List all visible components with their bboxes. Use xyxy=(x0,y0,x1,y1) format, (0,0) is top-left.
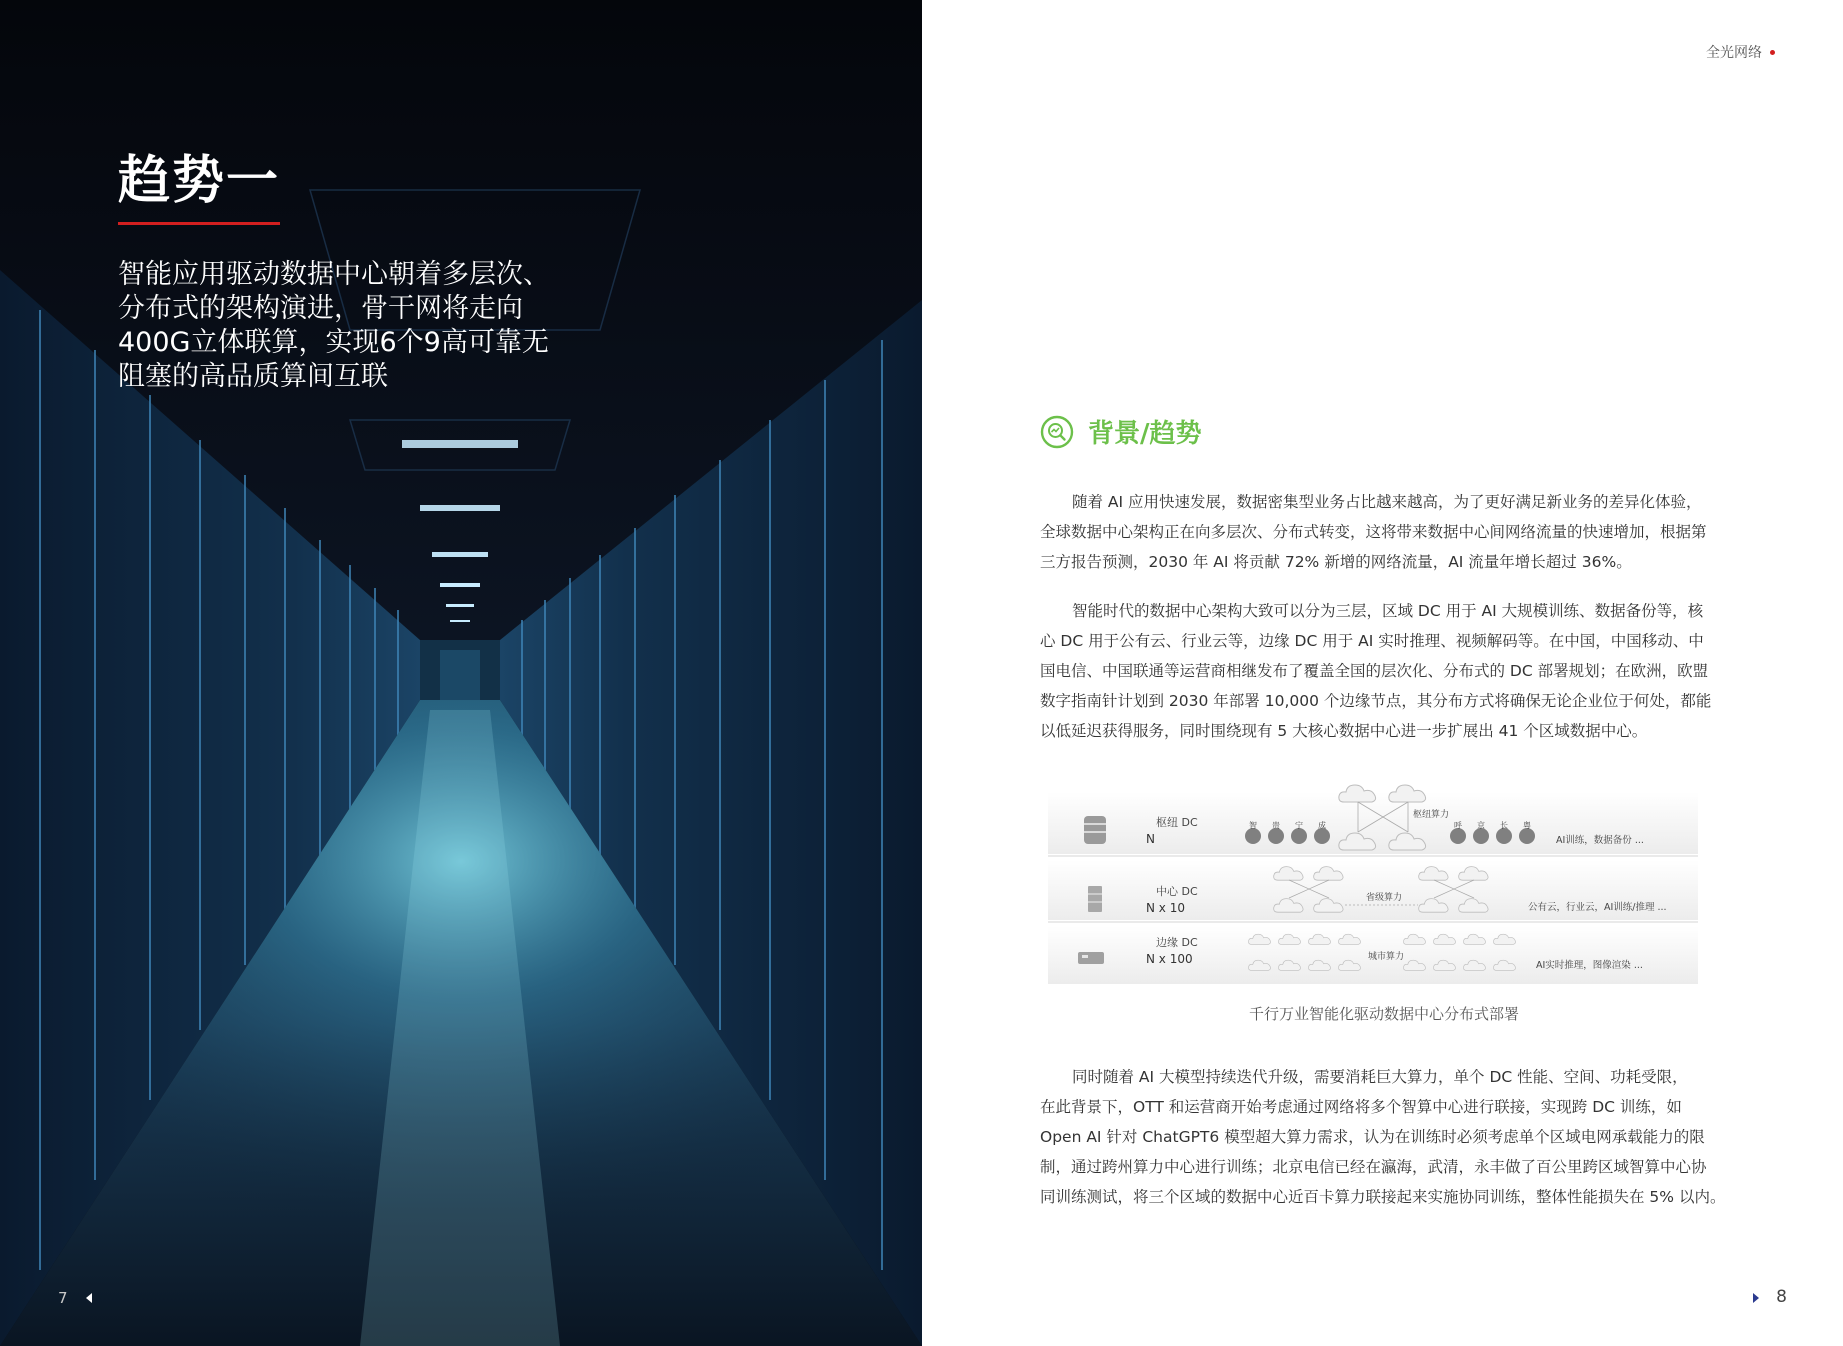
text-line: 国电信、中国联通等运营商相继发布了覆盖全国的层次化、分布式的 DC 部署规划；在欧洲，欧盟 xyxy=(1040,662,1709,680)
text-line: 在此背景下，OTT 和运营商开始考虑通过网络将多个智算中心进行联接，实现跨 DC 训练，如 xyxy=(1040,1098,1682,1116)
chapter-tag xyxy=(1706,42,1775,62)
red-dot-icon xyxy=(1770,50,1775,55)
hub-node-label: 成 xyxy=(1318,821,1326,830)
page-number-left: 7 xyxy=(58,1289,68,1307)
trend-search-icon xyxy=(1040,415,1074,449)
hub-node-label: 呼 xyxy=(1454,821,1462,830)
text-line: 全球数据中心架构正在向多层次、分布式转变，这将带来数据中心间网络流量的快速增加，根据第 xyxy=(1040,523,1707,541)
server-cabinet-icon xyxy=(1088,886,1102,912)
paragraph-architecture xyxy=(1040,596,1728,746)
hub-node-label: 长 xyxy=(1500,821,1508,830)
subtitle-line: 400G立体联算，实现6个9高可靠无 xyxy=(118,327,549,358)
text-line: 心 DC 用于公有云、行业云等，边缘 DC 用于 AI 实时推理、视频解码等。在中国，中国移动、中 xyxy=(1040,632,1704,650)
trend-title: 趋势一 xyxy=(118,151,281,211)
tier-usage: AI实时推理，图像渲染 ... xyxy=(1536,960,1643,971)
hub-node-label: 粤 xyxy=(1523,821,1531,830)
hub-node-label: 智 xyxy=(1249,821,1257,830)
cloud-label: 城市算力 xyxy=(1368,952,1405,962)
tier-name: 枢纽 DC xyxy=(1156,816,1198,829)
edge-device-icon xyxy=(1078,952,1104,964)
title-underline xyxy=(118,222,280,225)
server-rack-icon xyxy=(1084,816,1106,844)
hub-node-label: 宁 xyxy=(1295,821,1303,830)
tier-count: N x 100 xyxy=(1146,952,1193,966)
cloud-label: 省级算力 xyxy=(1366,893,1403,903)
subtitle-line: 智能应用驱动数据中心朝着多层次、 xyxy=(118,259,550,290)
text-line: 智能时代的数据中心架构大致可以分为三层，区域 DC 用于 AI 大规模训练、数据备份等，核 xyxy=(1072,602,1704,620)
prev-page-arrow-icon[interactable] xyxy=(86,1293,92,1303)
tier-name: 边缘 DC xyxy=(1156,936,1198,949)
cloud-label: 枢纽算力 xyxy=(1413,810,1450,820)
chapter-tag-label: 全光网络 xyxy=(1706,45,1762,61)
text-line: 三方报告预测，2030 年 AI 将贡献 72% 新增的网络流量，AI 流量年增长超过 36%。 xyxy=(1040,553,1632,571)
section-heading xyxy=(1040,413,1202,450)
paragraph-cross-dc-training xyxy=(1040,1062,1728,1212)
page-number-right: 8 xyxy=(1776,1287,1787,1307)
tier-count: N x 10 xyxy=(1146,901,1185,915)
text-line: 数字指南针计划到 2030 年部署 10,000 个边缘节点，其分布方式将确保无论企业位于何处，都能 xyxy=(1040,692,1712,710)
text-line: 同训练测试，将三个区域的数据中心近百卡算力联接起来实施协同训练，整体性能损失在 5% 以内。 xyxy=(1040,1188,1726,1206)
diagram-caption: 千行万业智能化驱动数据中心分布式部署 xyxy=(1248,1005,1519,1023)
hub-node-label: 贵 xyxy=(1272,821,1280,830)
tier-name: 中心 DC xyxy=(1156,885,1198,898)
text-line: Open AI 针对 ChatGPT6 模型超大算力需求，认为在训练时必须考虑单个区域电网承载能力的限 xyxy=(1040,1128,1705,1146)
trend-subtitle xyxy=(118,258,618,394)
subtitle-line: 分布式的架构演进，骨干网将走向 xyxy=(118,293,523,324)
section-title: 背景/趋势 xyxy=(1088,419,1202,449)
text-line: 制，通过跨州算力中心进行训练；北京电信已经在瀛海，武清，永丰做了百公里跨区域智算中心协 xyxy=(1040,1158,1707,1176)
text-line: 随着 AI 应用快速发展，数据密集型业务占比越来越高，为了更好满足新业务的差异化体验， xyxy=(1072,493,1702,511)
dc-tier-diagram xyxy=(1048,780,1698,995)
tier-count: N xyxy=(1146,832,1155,846)
text-line: 同时随着 AI 大模型持续迭代升级，需要消耗巨大算力，单个 DC 性能、空间、功耗受限， xyxy=(1072,1068,1688,1086)
subtitle-line: 阻塞的高品质算间互联 xyxy=(118,361,388,392)
text-line: 以低延迟获得服务，同时围绕现有 5 大核心数据中心进一步扩展出 41 个区域数据中心。 xyxy=(1040,722,1648,740)
next-page-arrow-icon[interactable] xyxy=(1753,1293,1759,1303)
hub-node-label: 京 xyxy=(1477,821,1485,830)
tier-usage: 公有云，行业云，AI训练/推理 ... xyxy=(1528,902,1667,913)
paragraph-background xyxy=(1040,487,1728,577)
tier-usage: AI训练，数据备份 ... xyxy=(1556,835,1644,846)
